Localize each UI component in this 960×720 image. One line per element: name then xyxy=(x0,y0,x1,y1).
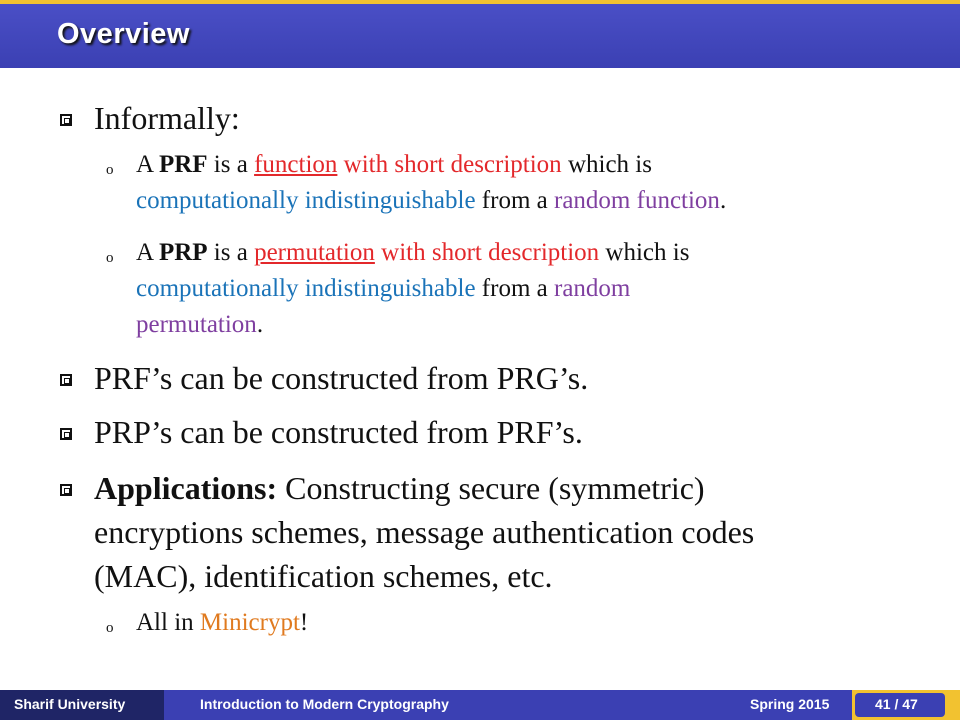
square-bullet-icon xyxy=(60,428,72,440)
header-bar xyxy=(0,0,960,68)
bullet-prf-from-prg: PRF’s can be constructed from PRG’s. xyxy=(94,360,589,396)
square-bullet-icon xyxy=(60,114,72,126)
slide-title: Overview xyxy=(57,18,190,50)
sub-bullet-minicrypt: All in Minicrypt! xyxy=(136,609,309,636)
square-bullet-icon xyxy=(60,374,72,386)
circle-bullet-icon: o xyxy=(106,620,114,636)
bullet-informally: Informally: xyxy=(94,100,240,136)
footer-institution: Sharif University xyxy=(14,696,126,712)
page-number: 41 / 47 xyxy=(875,696,918,712)
footer-term: Spring 2015 xyxy=(750,696,830,712)
footer-page-box xyxy=(855,693,945,717)
footer-bar xyxy=(0,690,960,720)
sub-bullet-prp: A PRP is a permutation with short description which is computationally indistinguishable from a random permutation. xyxy=(136,239,690,338)
circle-bullet-icon: o xyxy=(106,250,114,266)
sub-bullet-prf: A PRF is a function with short description which is computationally indistinguishable from a random function. xyxy=(136,151,727,214)
square-bullet-icon xyxy=(60,484,72,496)
bullet-applications: Applications: Constructing secure (symmetric) encryptions schemes, message authentication codes (MAC), identification schemes, etc. xyxy=(94,470,755,594)
footer-course-box xyxy=(164,690,852,720)
bullet-prp-from-prf: PRP’s can be constructed from PRF’s. xyxy=(94,414,583,450)
footer-institution-box xyxy=(0,690,164,720)
circle-bullet-icon: o xyxy=(106,162,114,178)
footer-course: Introduction to Modern Cryptography xyxy=(200,696,449,712)
